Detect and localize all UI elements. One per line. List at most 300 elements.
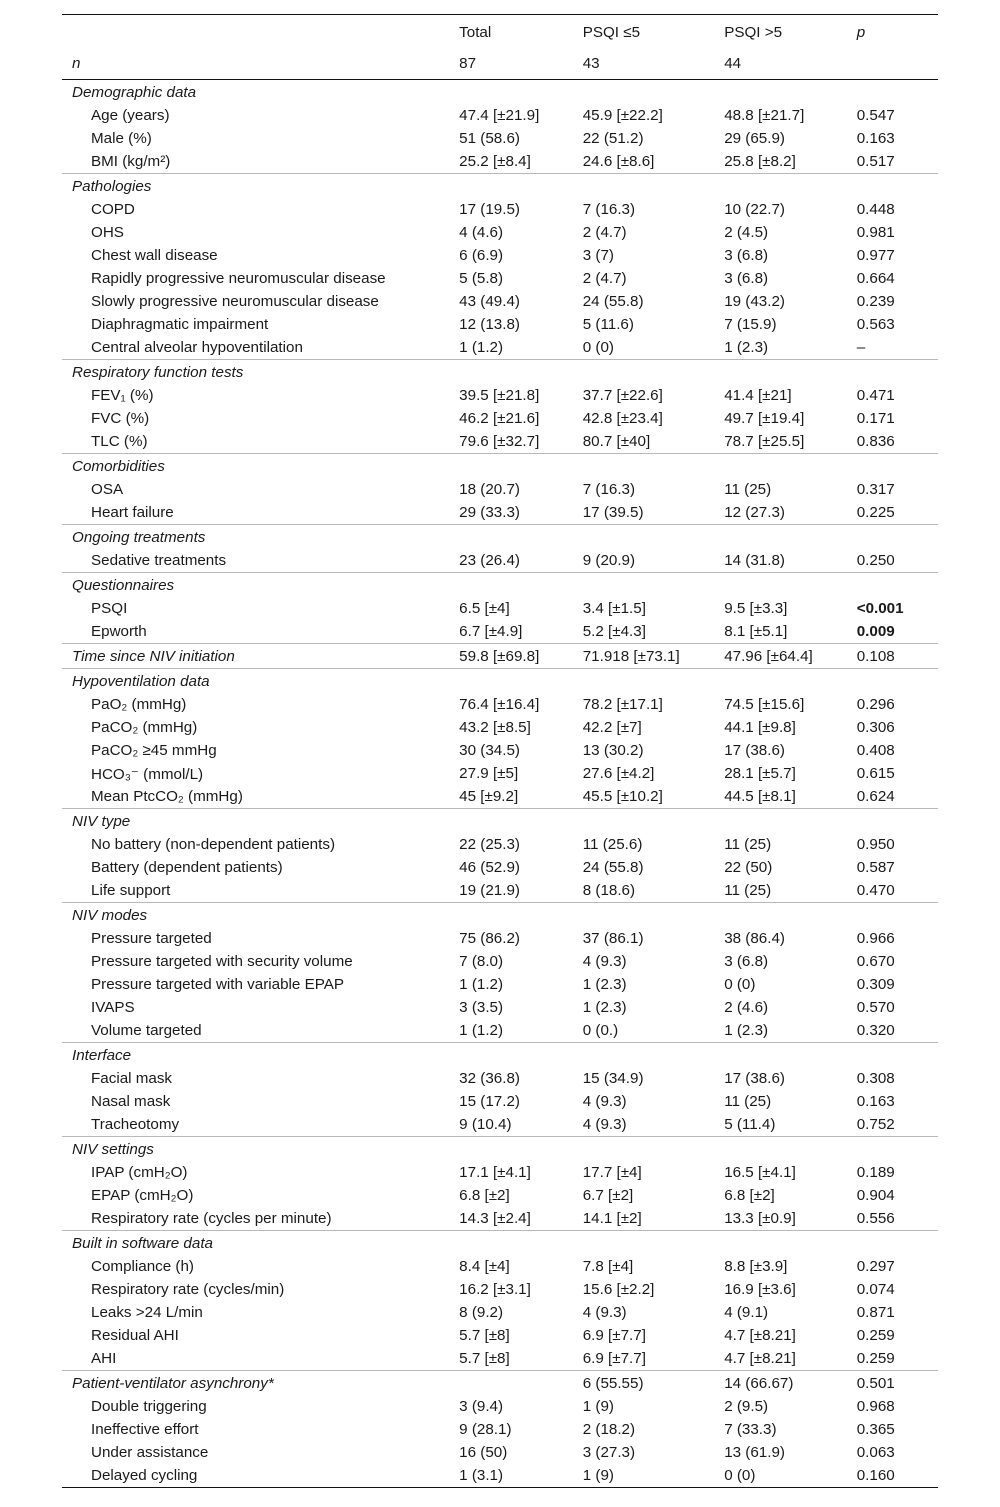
cell-p: 0.556 (856, 1210, 895, 1227)
row-label: EPAP (cmH₂O) (91, 1187, 194, 1204)
cell-total: 8 (9.2) (459, 1304, 504, 1321)
cell-p: 0.836 (856, 433, 895, 450)
section-row (62, 525, 938, 550)
cell-psqi-low: 11 (25.6) (582, 836, 643, 853)
section-cell-total (459, 809, 583, 834)
cell-psqi-low: 24.6 [±8.6] (582, 153, 655, 170)
cell-total: 19 (21.9) (459, 882, 520, 899)
header-cell-p: p (856, 24, 866, 41)
header-cell-blank (62, 15, 459, 49)
row-label: Residual AHI (91, 1327, 179, 1344)
cell-total: 43.2 [±8.5] (459, 719, 531, 736)
cell-p: 0.968 (856, 1398, 895, 1415)
section-cell-p (857, 525, 938, 550)
table-row (62, 1161, 938, 1184)
section-cell-p (857, 1231, 938, 1256)
section-cell-psqi-high (724, 669, 857, 694)
cell-psqi-low: 5 (11.6) (582, 316, 634, 333)
cell-psqi-low: 24 (55.8) (582, 859, 644, 876)
table-row (62, 1347, 938, 1371)
section-cell-p (857, 573, 938, 598)
cell-psqi-high: 19 (43.2) (724, 293, 785, 310)
row-label: Leaks >24 L/min (91, 1304, 203, 1321)
section-cell-psqi-high (724, 1043, 857, 1068)
row-label: Nasal mask (91, 1093, 171, 1110)
section-cell-p: 0.108 (857, 644, 938, 669)
row-label: Under assistance (91, 1444, 209, 1461)
table-row (62, 879, 938, 903)
section-cell-psqi-high (724, 573, 857, 598)
row-label: Volume targeted (91, 1022, 202, 1039)
cell-p: 0.981 (856, 224, 895, 241)
cell-psqi-low: 42.2 [±7] (582, 719, 642, 736)
cell-psqi-high: 1 (2.3) (724, 339, 769, 356)
cell-p: 0.306 (856, 719, 895, 736)
cell-psqi-low: 7 (16.3) (582, 201, 636, 218)
row-label: Life support (91, 882, 171, 899)
cell-p: 0.664 (856, 270, 895, 287)
table-row (62, 1301, 938, 1324)
table-row (62, 716, 938, 739)
cell-psqi-high: 48.8 [±21.7] (724, 107, 805, 124)
section-cell-p (857, 174, 938, 199)
section-cell-total (459, 669, 583, 694)
n-psqi-low: 43 (583, 48, 724, 80)
table-row (62, 762, 938, 785)
cell-total: 1 (1.2) (459, 1022, 504, 1039)
table-row (62, 1067, 938, 1090)
section-row (62, 1231, 938, 1256)
cell-psqi-low: 14.1 [±2] (582, 1210, 642, 1227)
cell-psqi-low: 3.4 [±1.5] (582, 600, 646, 617)
table-header (62, 15, 938, 80)
section-cell-psqi-low (583, 174, 724, 199)
cell-p: – (856, 339, 866, 356)
section-cell-psqi-low (583, 454, 724, 479)
cell-psqi-low: 4 (9.3) (582, 1116, 627, 1133)
cell-p: 0.009 (856, 623, 895, 640)
section-cell-p (857, 809, 938, 834)
row-label: AHI (91, 1350, 117, 1367)
table-row (62, 1278, 938, 1301)
section-cell-total (459, 573, 583, 598)
table-row (62, 198, 938, 221)
section-label: Built in software data (62, 1231, 459, 1256)
section-cell-psqi-low (583, 360, 724, 385)
row-label: TLC (%) (91, 433, 148, 450)
cell-total: 16.2 [±3.1] (459, 1281, 531, 1298)
cell-p: 0.296 (856, 696, 895, 713)
row-label: Compliance (h) (91, 1258, 194, 1275)
cell-psqi-high: 2 (4.6) (724, 999, 769, 1016)
cell-total: 22 (25.3) (459, 836, 520, 853)
table-row (62, 221, 938, 244)
cell-psqi-high: 13.3 [±0.9] (724, 1210, 796, 1227)
cell-psqi-low: 8 (18.6) (582, 882, 636, 899)
row-label: PaCO₂ ≥45 mmHg (91, 742, 217, 759)
cell-psqi-high: 12 (27.3) (724, 504, 785, 521)
table-row (62, 1441, 938, 1464)
section-row (62, 809, 938, 834)
cell-p: 0.517 (856, 153, 895, 170)
header-row (62, 15, 938, 49)
cell-p: 0.309 (856, 976, 895, 993)
section-cell-p: 0.501 (857, 1371, 938, 1396)
n-row (62, 48, 938, 80)
cell-p: 0.171 (856, 410, 895, 427)
section-cell-total (459, 80, 583, 105)
row-label: Double triggering (91, 1398, 207, 1415)
cell-psqi-low: 15.6 [±2.2] (582, 1281, 655, 1298)
cell-psqi-high: 3 (6.8) (724, 953, 769, 970)
cell-psqi-low: 5.2 [±4.3] (582, 623, 646, 640)
row-label: Epworth (91, 623, 147, 640)
section-cell-total: 59.8 [±69.8] (459, 644, 583, 669)
cell-total: 9 (10.4) (459, 1116, 512, 1133)
cell-psqi-low: 37.7 [±22.6] (582, 387, 663, 404)
cell-psqi-high: 4 (9.1) (724, 1304, 769, 1321)
row-label: Pressure targeted (91, 930, 212, 947)
section-cell-psqi-low: 6 (55.55) (583, 1371, 724, 1396)
section-cell-total (459, 1231, 583, 1256)
cell-psqi-low: 17 (39.5) (582, 504, 644, 521)
row-label: OHS (91, 224, 124, 241)
cell-p: 0.408 (856, 742, 895, 759)
cell-psqi-high: 2 (4.5) (724, 224, 769, 241)
section-row (62, 644, 938, 669)
cell-psqi-high: 16.5 [±4.1] (724, 1164, 796, 1181)
row-label: FEV₁ (%) (91, 387, 154, 404)
cell-psqi-low: 4 (9.3) (582, 1304, 627, 1321)
cell-p: 0.225 (856, 504, 895, 521)
cell-psqi-low: 27.6 [±4.2] (582, 765, 655, 782)
table-row (62, 336, 938, 360)
cell-psqi-high: 14 (31.8) (724, 552, 785, 569)
section-cell-total (459, 1137, 583, 1162)
cell-p: 0.063 (856, 1444, 895, 1461)
cell-p: 0.904 (856, 1187, 895, 1204)
cell-p: <0.001 (856, 600, 904, 617)
cell-psqi-low: 17.7 [±4] (582, 1164, 642, 1181)
table-row (62, 549, 938, 573)
table-row (62, 290, 938, 313)
table-row (62, 267, 938, 290)
table-row (62, 1464, 938, 1488)
table-row (62, 1395, 938, 1418)
cell-p: 0.752 (856, 1116, 895, 1133)
cell-psqi-high: 4.7 [±8.21] (724, 1327, 796, 1344)
table-row (62, 597, 938, 620)
row-label: Pressure targeted with variable EPAP (91, 976, 344, 993)
cell-psqi-high: 10 (22.7) (724, 201, 785, 218)
section-cell-total (459, 1371, 583, 1396)
section-cell-p (857, 1137, 938, 1162)
cell-psqi-low: 4 (9.3) (582, 953, 627, 970)
cell-p: 0.471 (856, 387, 895, 404)
section-label: Interface (62, 1043, 459, 1068)
cell-psqi-high: 13 (61.9) (724, 1444, 785, 1461)
cell-p: 0.365 (856, 1421, 895, 1438)
cell-p: 0.563 (856, 316, 895, 333)
cell-total: 6.8 [±2] (459, 1187, 510, 1204)
cell-p: 0.615 (856, 765, 895, 782)
section-row (62, 1137, 938, 1162)
cell-p: 0.074 (856, 1281, 895, 1298)
section-cell-psqi-low (583, 573, 724, 598)
cell-psqi-high: 17 (38.6) (724, 742, 785, 759)
cell-total: 25.2 [±8.4] (459, 153, 531, 170)
table-row (62, 478, 938, 501)
section-cell-psqi-high (724, 1231, 857, 1256)
section-cell-psqi-low (583, 903, 724, 928)
row-label: FVC (%) (91, 410, 150, 427)
cell-total: 6.7 [±4.9] (459, 623, 523, 640)
row-label: Mean PtcCO₂ (mmHg) (91, 788, 243, 805)
row-label: Sedative treatments (91, 552, 227, 569)
table-row (62, 996, 938, 1019)
cell-psqi-high: 17 (38.6) (724, 1070, 785, 1087)
cell-psqi-high: 3 (6.8) (724, 270, 769, 287)
table-row (62, 1418, 938, 1441)
cell-psqi-low: 6.9 [±7.7] (582, 1350, 646, 1367)
section-cell-psqi-low (583, 1137, 724, 1162)
cell-psqi-high: 8.1 [±5.1] (724, 623, 788, 640)
table-container (62, 14, 938, 1488)
cell-total: 27.9 [±5] (459, 765, 519, 782)
cell-psqi-low: 2 (18.2) (582, 1421, 636, 1438)
cell-p: 0.160 (856, 1467, 895, 1484)
cell-psqi-high: 49.7 [±19.4] (724, 410, 805, 427)
header-cell-psqi-low: PSQI ≤5 (582, 24, 641, 41)
row-label: Battery (dependent patients) (91, 859, 283, 876)
cell-psqi-high: 2 (9.5) (724, 1398, 769, 1415)
row-label: IVAPS (91, 999, 135, 1016)
cell-total: 8.4 [±4] (459, 1258, 510, 1275)
cell-total: 6 (6.9) (459, 247, 504, 264)
cell-psqi-high: 41.4 [±21] (724, 387, 792, 404)
row-label: OSA (91, 481, 124, 498)
section-cell-psqi-high (724, 1137, 857, 1162)
cell-total: 75 (86.2) (459, 930, 520, 947)
cell-psqi-low: 80.7 [±40] (582, 433, 651, 450)
n-total: 87 (459, 48, 583, 80)
cell-psqi-low: 1 (2.3) (582, 976, 627, 993)
cell-total: 5.7 [±8] (459, 1350, 510, 1367)
cell-total: 1 (1.2) (459, 339, 504, 356)
cell-psqi-high: 9.5 [±3.3] (724, 600, 788, 617)
cell-psqi-high: 7 (33.3) (724, 1421, 777, 1438)
cell-psqi-low: 15 (34.9) (582, 1070, 644, 1087)
cell-p: 0.871 (856, 1304, 895, 1321)
table-row (62, 104, 938, 127)
cell-p: 0.308 (856, 1070, 895, 1087)
section-cell-psqi-low (583, 80, 724, 105)
cell-psqi-low: 42.8 [±23.4] (582, 410, 663, 427)
section-cell-psqi-high (724, 525, 857, 550)
cell-psqi-high: 0 (0) (724, 1467, 756, 1484)
section-cell-psqi-high (724, 903, 857, 928)
cell-p: 0.977 (856, 247, 895, 264)
section-row (62, 174, 938, 199)
cell-p: 0.189 (856, 1164, 895, 1181)
cell-total: 15 (17.2) (459, 1093, 520, 1110)
table-row (62, 150, 938, 174)
cell-total: 47.4 [±21.9] (459, 107, 540, 124)
cell-psqi-high: 0 (0) (724, 976, 756, 993)
cell-psqi-low: 1 (9) (582, 1398, 614, 1415)
table-row (62, 739, 938, 762)
cell-psqi-low: 4 (9.3) (582, 1093, 627, 1110)
row-label: PaO₂ (mmHg) (91, 696, 187, 713)
section-label: NIV settings (62, 1137, 459, 1162)
section-row (62, 80, 938, 105)
cell-total: 32 (36.8) (459, 1070, 520, 1087)
section-cell-psqi-low (583, 1043, 724, 1068)
table-row (62, 973, 938, 996)
table-row (62, 1255, 938, 1278)
cell-psqi-low: 22 (51.2) (582, 130, 644, 147)
table-row (62, 1324, 938, 1347)
cell-p: 0.624 (856, 788, 895, 805)
cell-psqi-high: 8.8 [±3.9] (724, 1258, 788, 1275)
row-label: Pressure targeted with security volume (91, 953, 353, 970)
cell-p: 0.570 (856, 999, 895, 1016)
row-label: Facial mask (91, 1070, 173, 1087)
cell-psqi-low: 6.7 [±2] (582, 1187, 634, 1204)
cell-psqi-high: 7 (15.9) (724, 316, 777, 333)
section-label: Ongoing treatments (62, 525, 459, 550)
cell-total: 5.7 [±8] (459, 1327, 510, 1344)
table-body (62, 80, 938, 1488)
cell-total: 7 (8.0) (459, 953, 504, 970)
n-label: n (62, 48, 459, 80)
row-label: No battery (non-dependent patients) (91, 836, 336, 853)
header-cell-psqi-high: PSQI >5 (724, 24, 783, 41)
cell-psqi-high: 25.8 [±8.2] (724, 153, 796, 170)
section-label: Time since NIV initiation (62, 644, 459, 669)
cell-p: 0.239 (856, 293, 895, 310)
cell-total: 51 (58.6) (459, 130, 520, 147)
row-label: Central alveolar hypoventilation (91, 339, 303, 356)
cell-psqi-low: 1 (9) (582, 1467, 614, 1484)
row-label: PaCO₂ (mmHg) (91, 719, 198, 736)
section-cell-total (459, 174, 583, 199)
cell-psqi-high: 38 (86.4) (724, 930, 785, 947)
cell-p: 0.470 (856, 882, 895, 899)
cell-total: 1 (3.1) (459, 1467, 504, 1484)
cell-psqi-high: 28.1 [±5.7] (724, 765, 796, 782)
section-label: Patient-ventilator asynchrony* (62, 1371, 459, 1396)
section-cell-psqi-low (583, 1231, 724, 1256)
cell-psqi-low: 7.8 [±4] (582, 1258, 634, 1275)
cell-psqi-low: 45.5 [±10.2] (582, 788, 663, 805)
row-label: Delayed cycling (91, 1467, 198, 1484)
row-label: Age (years) (91, 107, 170, 124)
section-cell-total (459, 1043, 583, 1068)
table-row (62, 430, 938, 454)
cell-total: 14.3 [±2.4] (459, 1210, 531, 1227)
section-cell-psqi-high: 14 (66.67) (724, 1371, 857, 1396)
section-cell-p (857, 1043, 938, 1068)
cell-total: 17 (19.5) (459, 201, 520, 218)
section-cell-p (857, 454, 938, 479)
cell-p: 0.547 (856, 107, 895, 124)
cell-psqi-low: 13 (30.2) (582, 742, 644, 759)
section-row (62, 454, 938, 479)
cell-psqi-high: 11 (25) (724, 1093, 772, 1110)
cell-total: 1 (1.2) (459, 976, 504, 993)
section-row (62, 1371, 938, 1396)
section-cell-psqi-high (724, 809, 857, 834)
cell-psqi-high: 11 (25) (724, 882, 772, 899)
cell-p: 0.320 (856, 1022, 895, 1039)
cell-p: 0.259 (856, 1327, 895, 1344)
table-row (62, 1019, 938, 1043)
cell-psqi-low: 45.9 [±22.2] (582, 107, 663, 124)
cell-total: 46.2 [±21.6] (459, 410, 540, 427)
cell-psqi-high: 29 (65.9) (724, 130, 785, 147)
section-row (62, 1043, 938, 1068)
section-cell-psqi-high (724, 80, 857, 105)
cell-total: 5 (5.8) (459, 270, 504, 287)
cell-p: 0.448 (856, 201, 895, 218)
n-psqi-high: 44 (724, 48, 857, 80)
table-row (62, 856, 938, 879)
row-label: PSQI (91, 600, 128, 617)
row-label: Ineffective effort (91, 1421, 199, 1438)
section-cell-total (459, 525, 583, 550)
row-label: Tracheotomy (91, 1116, 180, 1133)
section-label: NIV modes (62, 903, 459, 928)
table-row (62, 313, 938, 336)
table-row (62, 950, 938, 973)
table-row (62, 407, 938, 430)
section-cell-total (459, 454, 583, 479)
section-cell-psqi-low (583, 525, 724, 550)
section-cell-p (857, 669, 938, 694)
section-row (62, 573, 938, 598)
table-row (62, 927, 938, 950)
cell-p: 0.966 (856, 930, 895, 947)
cell-psqi-low: 1 (2.3) (582, 999, 627, 1016)
row-label: BMI (kg/m²) (91, 153, 171, 170)
section-cell-total (459, 903, 583, 928)
row-label: Chest wall disease (91, 247, 218, 264)
section-label: NIV type (62, 809, 459, 834)
section-row (62, 360, 938, 385)
cell-total: 12 (13.8) (459, 316, 520, 333)
section-cell-p (857, 903, 938, 928)
cell-psqi-low: 3 (27.3) (582, 1444, 636, 1461)
cell-psqi-low: 6.9 [±7.7] (582, 1327, 646, 1344)
cell-p: 0.587 (856, 859, 895, 876)
table-row (62, 785, 938, 809)
cell-psqi-high: 4.7 [±8.21] (724, 1350, 796, 1367)
row-label: Respiratory rate (cycles per minute) (91, 1210, 332, 1227)
row-label: HCO₃⁻ (mmol/L) (91, 765, 204, 783)
cell-psqi-high: 3 (6.8) (724, 247, 769, 264)
cell-total: 29 (33.3) (459, 504, 520, 521)
header-cell-total: Total (459, 24, 492, 41)
cell-psqi-low: 0 (0.) (582, 1022, 619, 1039)
table-row (62, 1184, 938, 1207)
cell-psqi-low: 9 (20.9) (582, 552, 636, 569)
cell-total: 76.4 [±16.4] (459, 696, 540, 713)
cell-psqi-high: 11 (25) (724, 836, 772, 853)
table-row (62, 384, 938, 407)
cell-total: 3 (9.4) (459, 1398, 504, 1415)
cell-total: 30 (34.5) (459, 742, 520, 759)
